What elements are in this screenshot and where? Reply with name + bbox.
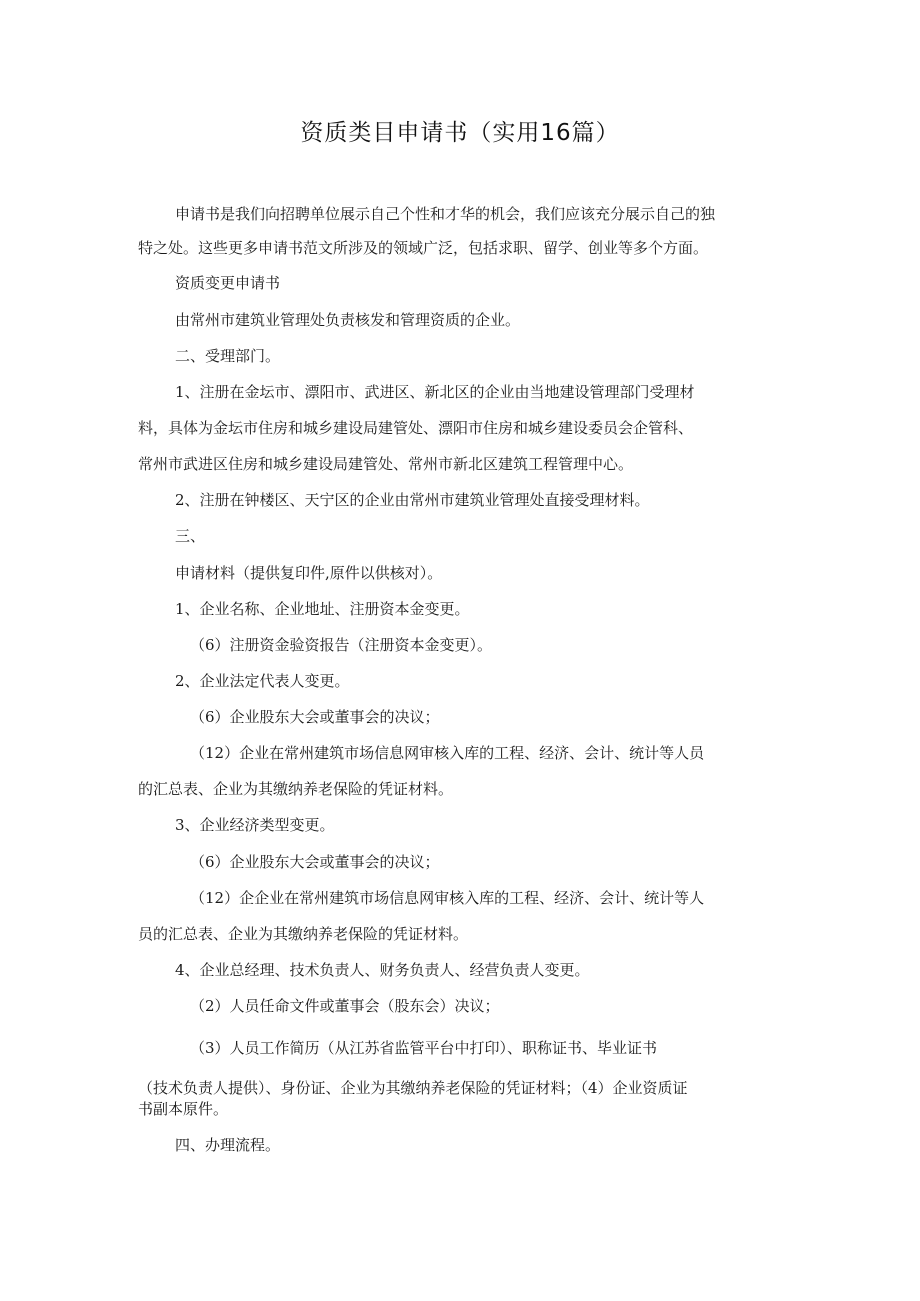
paragraph-line: （12）企企业在常州建筑市场信息网审核入库的工程、经济、会计、统计等人 — [190, 889, 705, 907]
paragraph-line: 由常州市建筑业管理处负责核发和管理资质的企业。 — [175, 311, 521, 329]
paragraph-line: （技术负责人提供）、身份证、企业为其缴纳养老保险的凭证材料；（4）企业资质证 — [138, 1079, 688, 1097]
paragraph-line: （12）企业在常州建筑市场信息网审核入库的工程、经济、会计、统计等人员 — [190, 744, 705, 762]
paragraph-line: 员的汇总表、企业为其缴纳养老保险的凭证材料。 — [138, 925, 469, 943]
paragraph-line: 申请材料（提供复印件,原件以供核对）。 — [175, 564, 443, 582]
paragraph-line: 1、企业名称、企业地址、注册资本金变更。 — [175, 600, 470, 618]
section-heading: 资质变更申请书 — [175, 274, 281, 292]
paragraph-line: 料，具体为金坛市住房和城乡建设局建管处、漂阳市住房和城乡建设委员会企管科、 — [138, 419, 694, 437]
paragraph-line: 3、企业经济类型变更。 — [175, 816, 335, 834]
paragraph-line: 书副本原件。 — [138, 1100, 229, 1118]
section-heading: 二、受理部门。 — [175, 347, 281, 365]
paragraph-line: （6）企业股东大会或董事会的决议； — [190, 708, 440, 726]
paragraph-line: 4、企业总经理、技术负责人、财务负责人、经营负责人变更。 — [175, 961, 590, 979]
paragraph-line: 1、注册在金坛市、漂阳市、武进区、新北区的企业由当地建设管理部门受理材 — [175, 383, 695, 401]
document-title: 资质类目申请书（实用16篇） — [300, 120, 620, 146]
section-heading: 三、 — [175, 527, 206, 545]
paragraph-line: 2、注册在钟楼区、天宁区的企业由常州市建筑业管理处直接受理材料。 — [175, 491, 650, 509]
paragraph-line: 常州市武进区住房和城乡建设局建管处、常州市新北区建筑工程管理中心。 — [138, 455, 634, 473]
paragraph-line: 特之处。这些更多申请书范文所涉及的领域广泛，包括求职、留学、创业等多个方面。 — [138, 239, 709, 257]
paragraph-line: （6）注册资金验资报告（注册资本金变更）。 — [190, 636, 493, 654]
paragraph-line: （2）人员任命文件或董事会（股东会）决议； — [190, 997, 500, 1015]
paragraph-line: 2、企业法定代表人变更。 — [175, 672, 350, 690]
paragraph-line: （6）企业股东大会或董事会的决议； — [190, 853, 440, 871]
paragraph-line: 的汇总表、企业为其缴纳养老保险的凭证材料。 — [138, 780, 454, 798]
paragraph-line: （3）人员工作简历（从江苏省监管平台中打印）、职称证书、毕业证书 — [190, 1039, 658, 1057]
section-heading: 四、办理流程。 — [175, 1136, 281, 1154]
paragraph-line: 申请书是我们向招聘单位展示自己个性和才华的机会，我们应该充分展示自己的独 — [175, 205, 716, 223]
